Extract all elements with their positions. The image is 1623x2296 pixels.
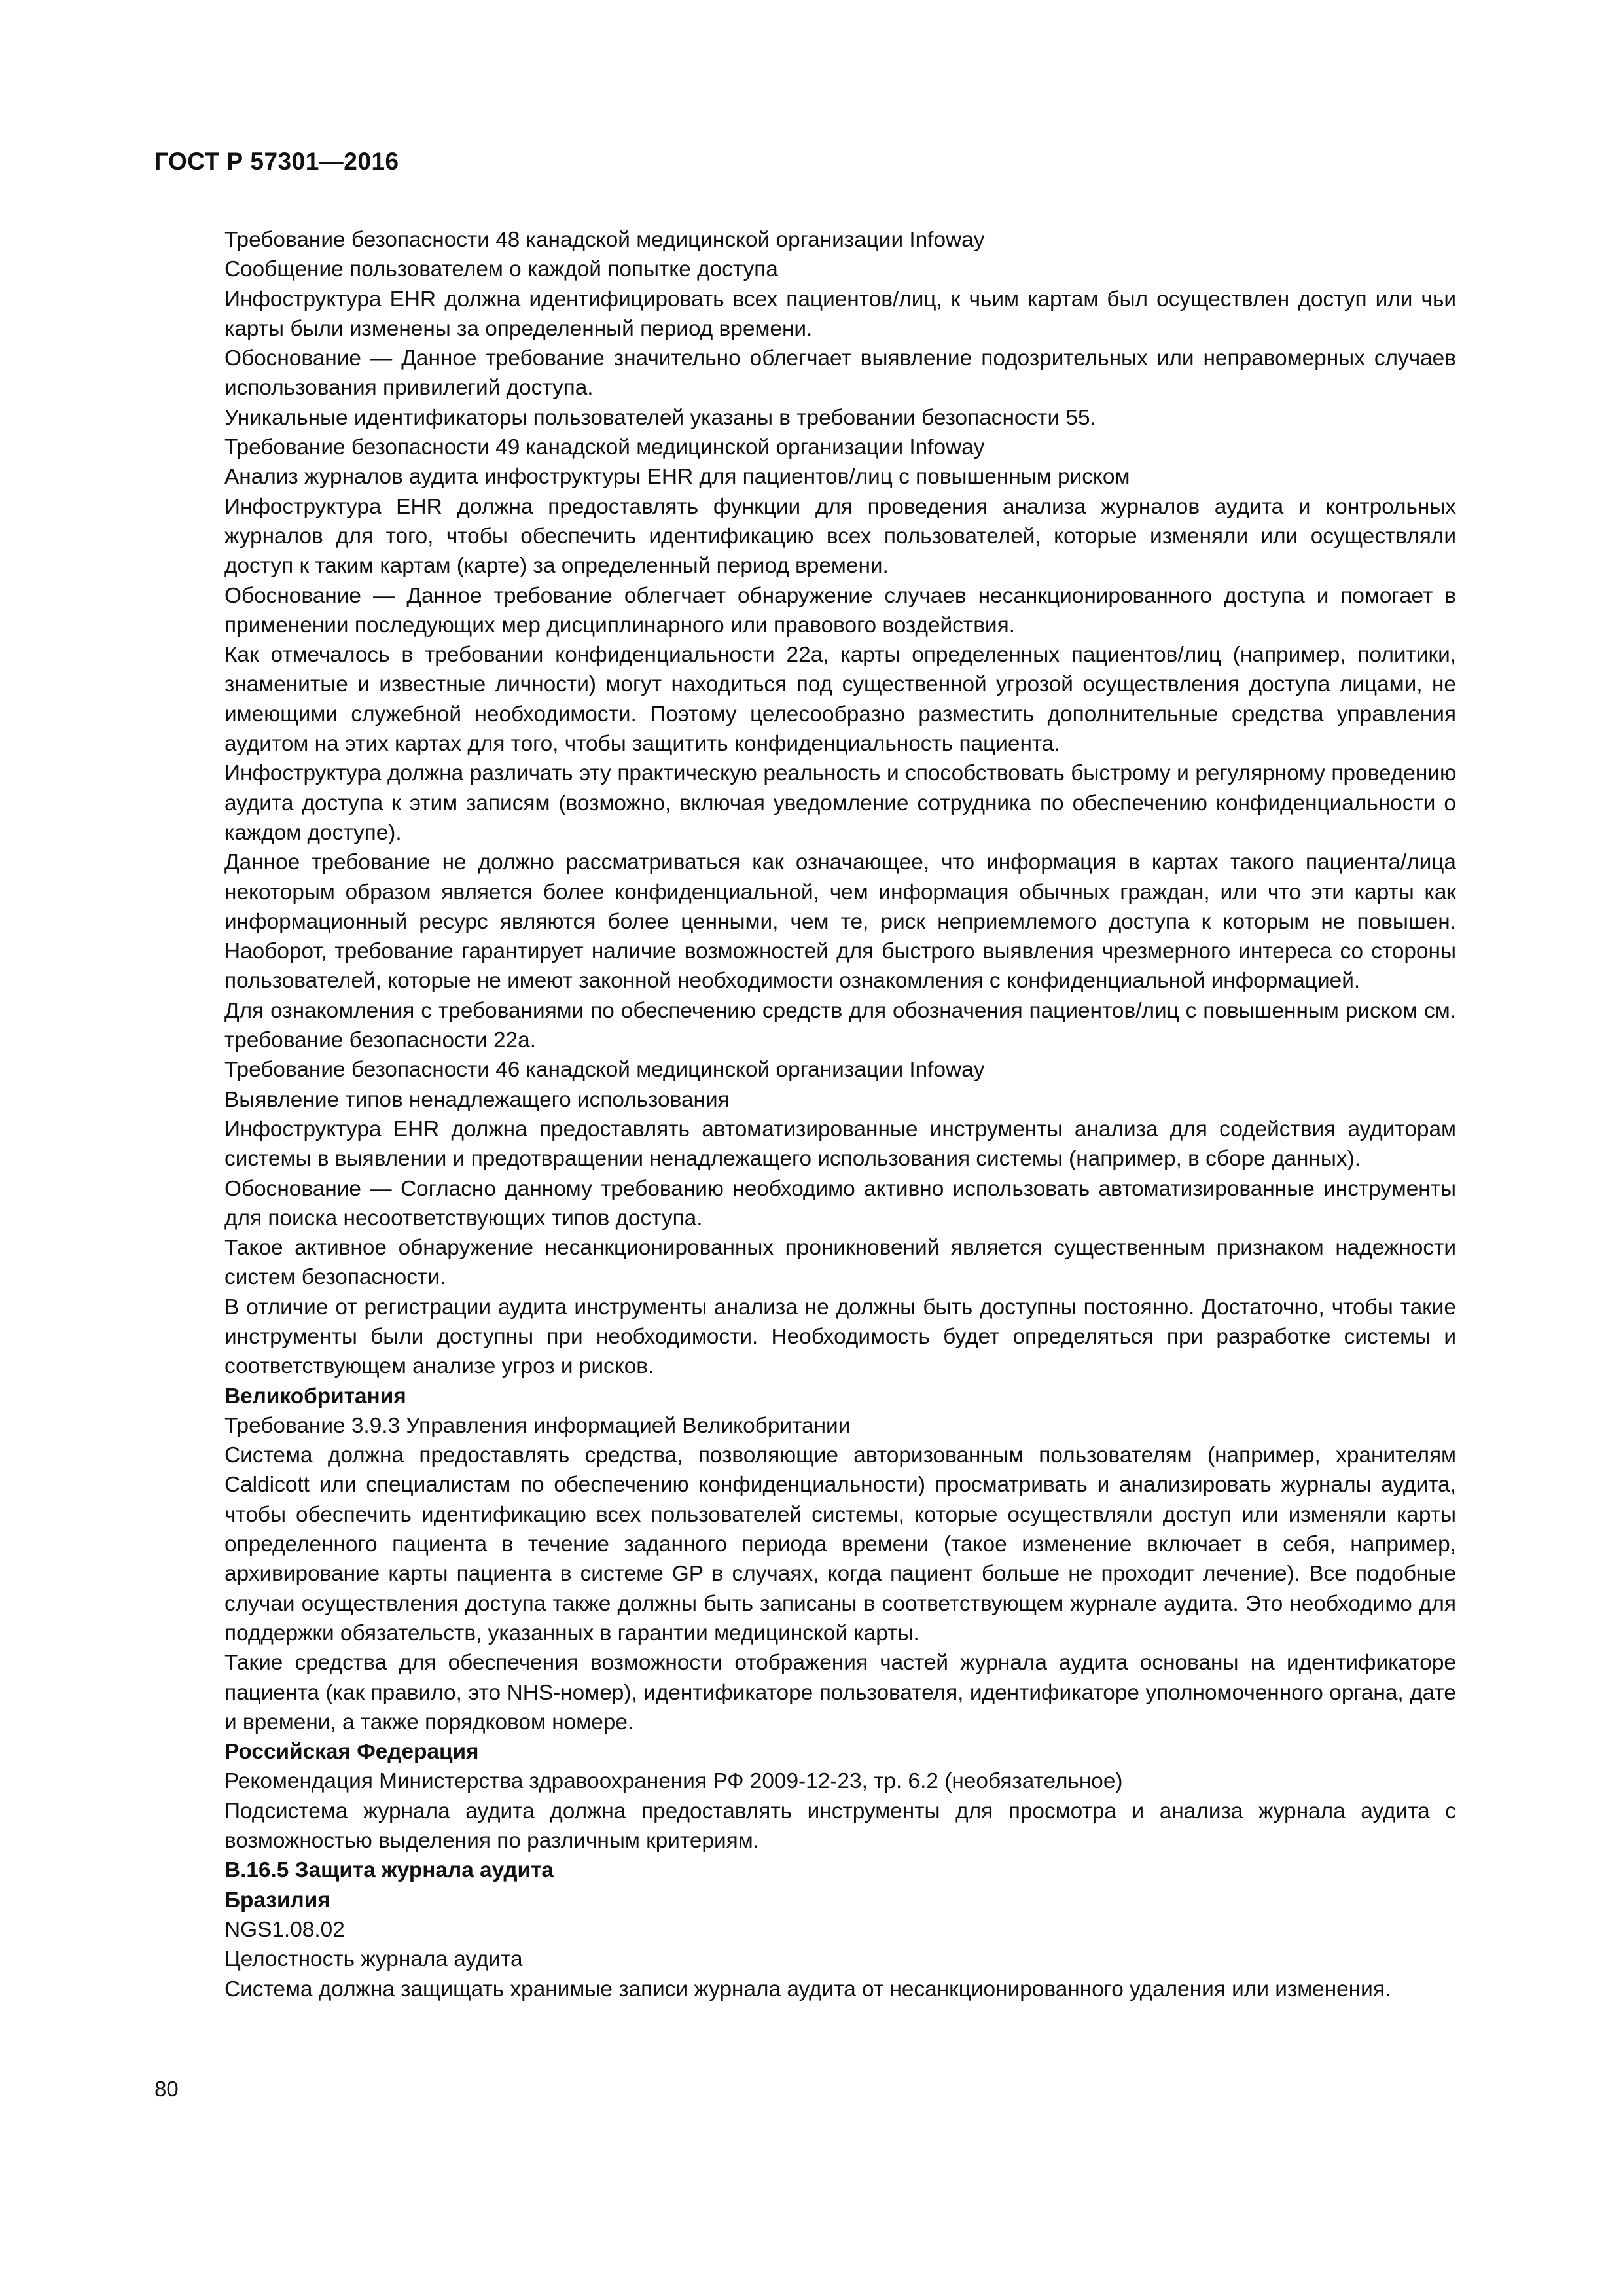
paragraph: Инфоструктура EHR должна предоставлять автоматизированные инструменты анализа для содействия аудиторам системы в выявлении и предотвращении ненадлежащего использования системы (например, в сборе данных). — [224, 1117, 1456, 1172]
paragraph: Данное требование не должно рассматриваться как означающее, что информация в картах такого пациента/лица некоторым образом является более конфиденциальной, чем информация обычных граждан, или что эти карты как информационный ресурс являются более ценными, чем те, риск неприемлемого доступа к которым не повышен. Наоборот, требование гарантирует наличие возможностей для быстрого выявления чрезмерного интереса со стороны пользователей, которые не имеют законной необходимости ознакомления с конфиденциальной информацией. — [224, 850, 1456, 994]
paragraph: Обоснование — Данное требование облегчает обнаружение случаев несанкционированного доступа и помогает в применении последующих мер дисциплинарного или правового воздействия. — [224, 583, 1456, 637]
paragraph: Требование безопасности 48 канадской медицинской организации Infoway — [224, 228, 985, 252]
paragraph: Инфоструктура EHR должна предоставлять функции для проведения анализа журналов аудита и контрольных журналов для того, чтобы обеспечить идентификацию всех пользователей, которые изменяли или осуществляли доступ к таким картам (карте) за определенный период времени. — [224, 494, 1456, 579]
paragraph: Уникальные идентификаторы пользователей указаны в требовании безопасности 55. — [224, 405, 1096, 430]
section-heading: В.16.5 Защита журнала аудита — [224, 1858, 554, 1883]
paragraph: Инфоструктура EHR должна идентифицировать всех пациентов/лиц, к чьим картам был осуществлен доступ или чьи карты были изменены за определенный период времени. — [224, 287, 1456, 341]
paragraph: В отличие от регистрации аудита инструменты анализа не должны быть доступны постоянно. Достаточно, чтобы такие инструменты были доступны при необходимости. Необходимость будет определяться при разработке системы и соответствующем анализе угроз и рисков. — [224, 1295, 1456, 1379]
paragraph: Выявление типов ненадлежащего использования — [224, 1087, 730, 1112]
section-heading: Великобритания — [224, 1384, 406, 1408]
document-body — [224, 225, 1456, 2004]
paragraph: Такие средства для обеспечения возможности отображения частей журнала аудита основаны на идентификаторе пациента (как правило, это NHS-номер), идентификаторе пользователя, идентификаторе уполномоченного органа, дате и времени, а также порядковом номере. — [224, 1651, 1456, 1734]
paragraph: Анализ журналов аудита инфоструктуры EHR для пациентов/лиц с повышенным риском — [224, 465, 1130, 490]
paragraph: Требование безопасности 46 канадской медицинской организации Infoway — [224, 1058, 985, 1083]
paragraph: Сообщение пользователем о каждой попытке доступа — [224, 257, 778, 282]
paragraph: Подсистема журнала аудита должна предоставлять инструменты для просмотра и анализа журнала аудита с возможностью выделения по различным критериям. — [224, 1799, 1456, 1854]
paragraph: Целостность журнала аудита — [224, 1947, 523, 1972]
paragraph: Обоснование — Согласно данному требованию необходимо активно использовать автоматизированные инструменты для поиска несоответствующих типов доступа. — [224, 1176, 1456, 1230]
paragraph: Требование 3.9.3 Управления информацией Великобритании — [224, 1413, 851, 1438]
section-heading: Российская Федерация — [224, 1740, 479, 1765]
paragraph: Для ознакомления с требованиями по обеспечению средств для обозначения пациентов/лиц с повышенным риском см. требование безопасности 22а. — [224, 998, 1456, 1053]
paragraph: Рекомендация Министерства здравоохранения РФ 2009-12-23, тр. 6.2 (необязательное) — [224, 1769, 1123, 1794]
document-header: ГОСТ Р 57301—2016 — [154, 148, 399, 175]
paragraph: Такое активное обнаружение несанкционированных проникновений является существенным признаком надежности систем безопасности. — [224, 1236, 1456, 1290]
paragraph: NGS1.08.02 — [224, 1917, 345, 1942]
paragraph: Система должна защищать хранимые записи журнала аудита от несанкционированного удаления или изменения. — [224, 1977, 1391, 2001]
paragraph: Требование безопасности 49 канадской медицинской организации Infoway — [224, 435, 985, 460]
paragraph: Система должна предоставлять средства, позволяющие авторизованным пользователям (например, хранителям Caldicott или специалистам по обеспечению конфиденциальности) просматривать и анализировать журналы аудита, чтобы обеспечить идентификацию всех пользователей системы, которые осуществляли доступ или изменяли карты определенного пациента в течение заданного периода времени (такое изменение включает в себя, например, архивирование карты пациента в системе GP в случаях, когда пациент больше не проходит лечение). Все подобные случаи осуществления доступа также должны быть записаны в соответствующем журнале аудита. Это необходимо для поддержки обязательств, указанных в гарантии медицинской карты. — [224, 1443, 1456, 1645]
section-heading: Бразилия — [224, 1888, 330, 1912]
paragraph: Как отмечалось в требовании конфиденциальности 22а, карты определенных пациентов/лиц (например, политики, знаменитые и известные личности) могут находиться под существенной угрозой осуществления доступа лицами, не имеющими служебной необходимости. Поэтому целесообразно разместить дополнительные средства управления аудитом на этих картах для того, чтобы защитить конфиденциальность пациента. — [224, 643, 1456, 757]
paragraph: Обоснование — Данное требование значительно облегчает выявление подозрительных или неправомерных случаев использования привилегий доступа. — [224, 346, 1456, 401]
page-number: 80 — [154, 2077, 179, 2101]
paragraph: Инфоструктура должна различать эту практическую реальность и способствовать быстрому и регулярному проведению аудита доступа к этим записям (возможно, включая уведомление сотрудника по обеспечению конфиденциальности о каждом доступе). — [224, 761, 1456, 845]
